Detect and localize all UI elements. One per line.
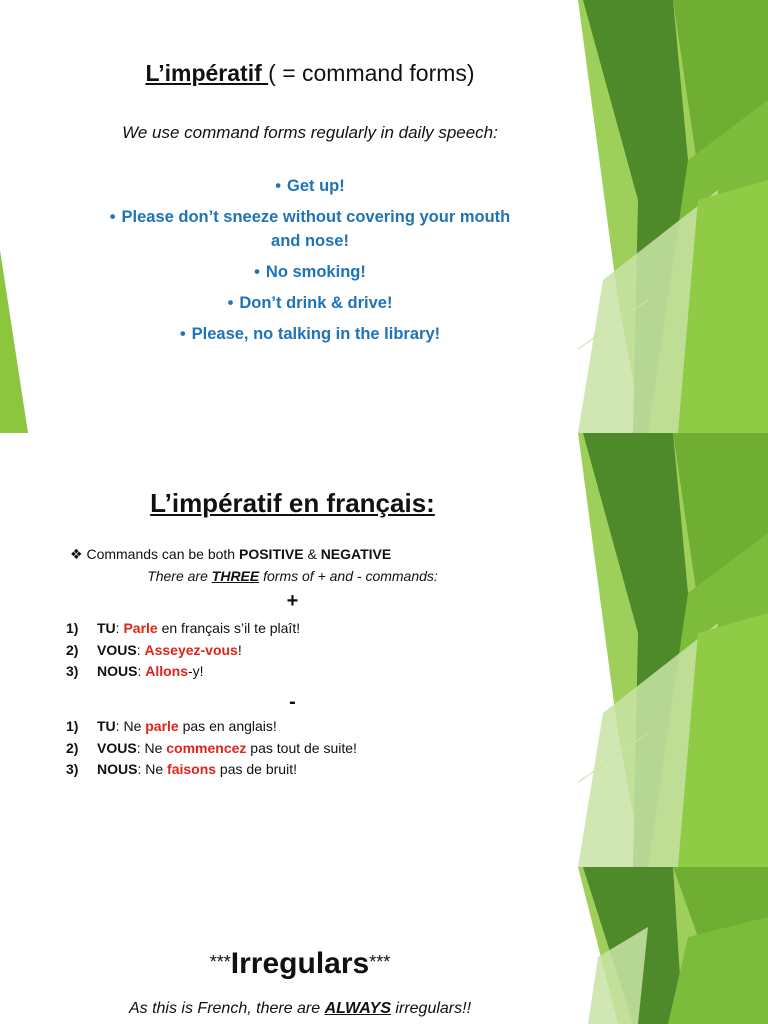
slide-1 [0,0,768,433]
stars-right: *** [369,952,391,972]
sentence-rest: ! [237,641,242,658]
negation-prefix: Ne [145,761,168,777]
command-item [66,716,357,738]
separator: : [137,761,146,777]
verb-highlight: Allons [145,663,189,679]
irregulars-subtitle [0,1000,600,1018]
sentence-rest: en français s’il te plaît! [157,620,301,636]
command-example-text: Get up! [287,177,345,195]
stars-left: *** [209,952,231,972]
pronoun: TU [97,718,116,734]
item-number: 1) [66,718,79,734]
title-command-forms: ( = command forms) [268,60,475,86]
command-example-item [100,260,520,284]
slide-3 [0,867,768,1024]
pronoun: NOUS [97,761,138,777]
subtitle-text-part: As this is French, there are [128,1000,325,1017]
irregulars-title [0,947,600,981]
example-commands-list [100,174,520,353]
command-example-text: Please don’t sneeze without covering your mouth and nose! [121,208,511,250]
verb-highlight: Asseyez-vous [144,641,238,658]
three-word: THREE [211,568,260,584]
command-example-item [100,174,520,198]
forms-text-part: forms of + and - commands: [259,568,438,584]
item-number: 3) [66,761,79,777]
commands-intro-line [70,546,391,563]
intro-text-part: & [303,546,321,562]
separator: : [137,663,146,679]
bullet-icon: • [254,263,260,281]
pronoun: TU [97,620,116,636]
command-example-item [100,322,520,346]
always-word: ALWAYS [324,1000,391,1017]
command-item [66,618,300,640]
command-example-item [100,205,520,253]
item-number: 2) [66,641,79,658]
command-example-item [100,291,520,315]
forms-text-part: There are [147,568,212,584]
pronoun: NOUS [97,663,138,679]
separator: : [115,718,124,734]
slide-2-title: L’impératif en français: [150,488,435,518]
separator: : [136,739,145,756]
item-number: 1) [66,620,79,636]
bullet-icon: • [275,177,282,195]
command-item [66,640,300,662]
command-item [66,738,357,760]
separator: : [115,620,124,636]
verb-highlight: commencez [166,739,247,756]
pronoun: VOUS [97,641,137,658]
green-decoration [578,867,768,1024]
pronoun: VOUS [97,739,137,756]
green-decoration [578,433,768,867]
intro-text: We use command forms regularly in daily speech: [122,123,498,142]
verb-highlight: Parle [123,620,158,636]
positive-commands-list [66,618,300,683]
negation-prefix: Ne [144,739,167,756]
command-example-text: Please, no talking in the library! [191,325,441,343]
item-number: 2) [66,739,79,756]
bullet-icon: • [179,325,186,343]
command-example-text: No smoking! [265,263,366,281]
verb-highlight: parle [145,718,179,734]
intro-text-part: Commands can be both [82,546,239,562]
bullet-icon: • [109,208,116,226]
diamond-bullet-icon: ❖ [70,546,83,562]
negative-sign: - [289,691,296,713]
slide-2 [0,433,768,867]
bullet-icon: • [227,294,234,312]
command-example-text: Don’t drink & drive! [239,294,393,312]
negative-commands-list [66,716,357,781]
title-imperatif: L’impératif [145,60,269,86]
sentence-rest: pas en anglais! [178,718,277,734]
negation-prefix: Ne [123,718,146,734]
item-number: 3) [66,663,79,679]
sentence-rest: pas de bruit! [216,761,297,777]
slide-1-title [0,60,620,87]
sentence-rest: -y! [188,663,204,679]
subtitle-text-part: irregulars!! [390,1000,472,1017]
irregulars-word: Irregulars [230,947,370,980]
three-forms-line [0,568,585,584]
positive-word: POSITIVE [238,546,304,562]
command-item [66,759,357,781]
sentence-rest: pas tout de suite! [246,739,357,756]
positive-sign: + [286,590,299,612]
negative-word: NEGATIVE [320,546,392,562]
verb-highlight: faisons [167,761,217,777]
separator: : [136,641,145,658]
command-item [66,661,300,683]
